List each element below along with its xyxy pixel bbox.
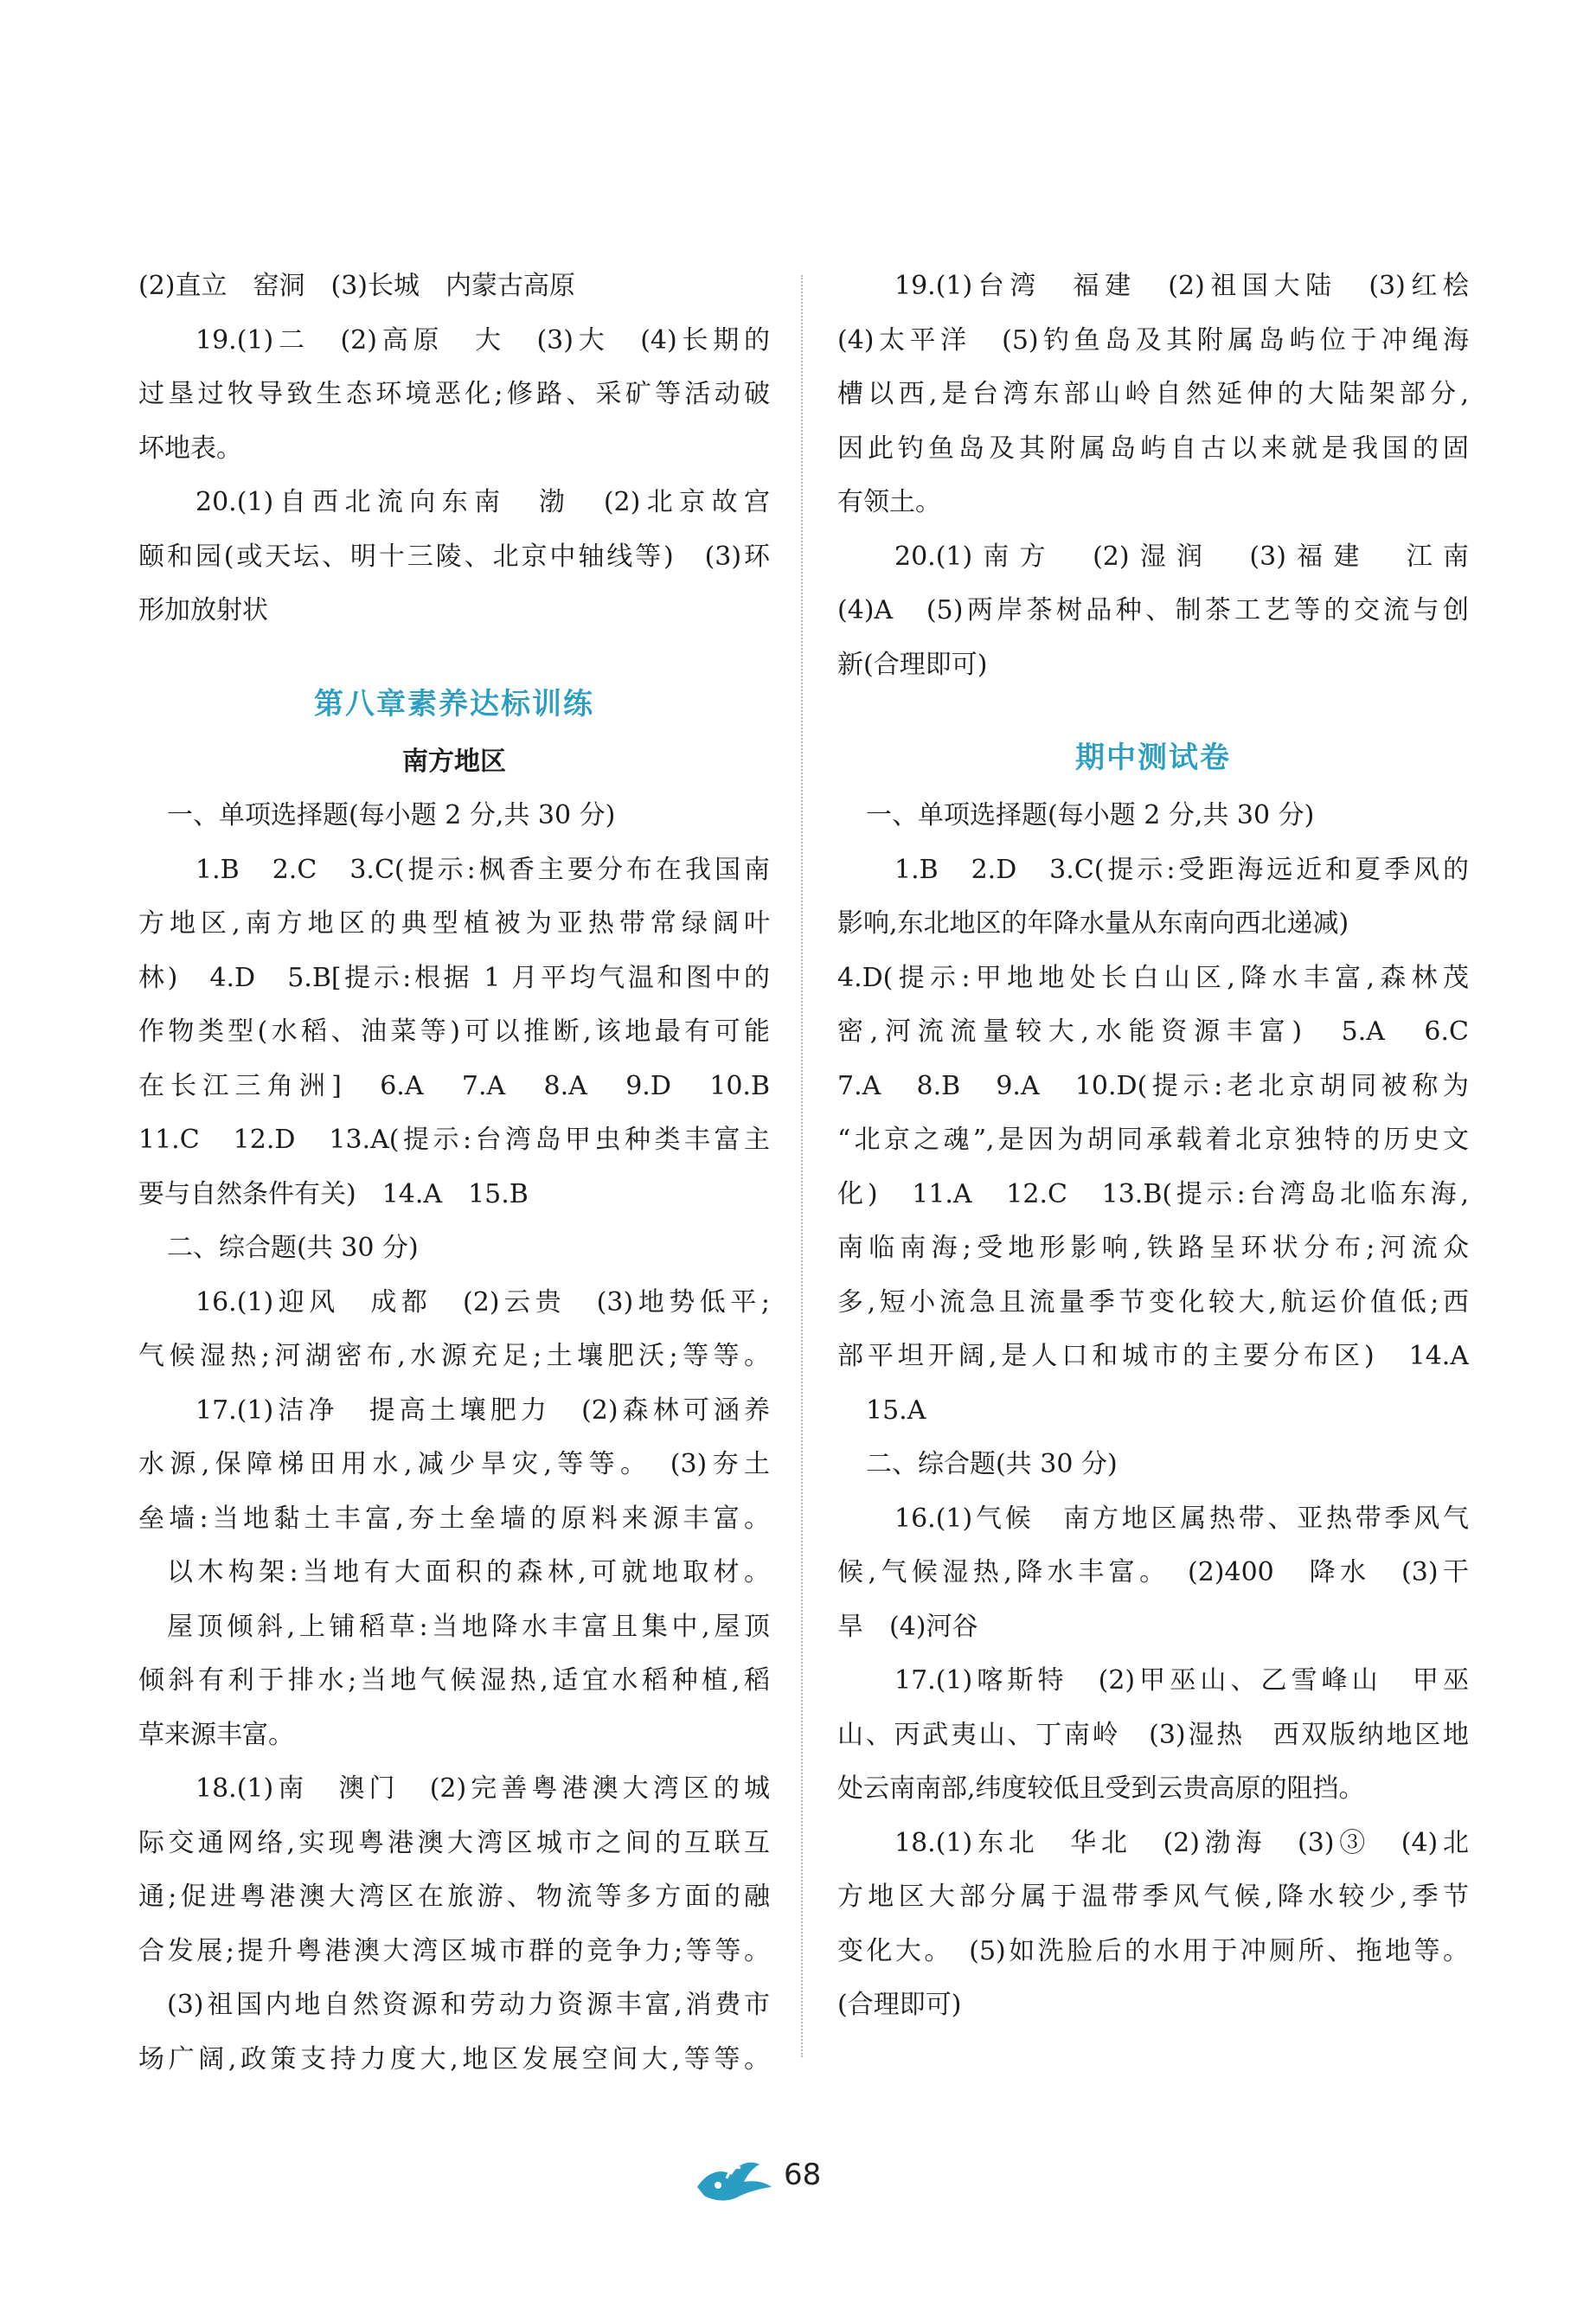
answer-line: 在长江三角洲] 6.A 7.A 8.A 9.D 10.B	[138, 1070, 770, 1101]
answer-line: 17.(1)洁净 提高土壤肥力 (2)森林可涵养	[195, 1395, 770, 1426]
answer-line: 有领土。	[837, 487, 941, 517]
bird-logo-icon	[692, 2152, 774, 2204]
answer-line: 南临南海;受地形影响,铁路呈环状分布;河流众	[837, 1233, 1469, 1263]
section-title-chapter8: 第八章素养达标训练	[314, 686, 594, 721]
answer-line: 以木构架:当地有大面积的森林,可就地取材。	[167, 1557, 770, 1587]
answer-line: 影响,东北地区的年降水量从东南向西北递减)	[837, 908, 1349, 939]
answer-line: 19.(1)二 (2)高原 大 (3)大 (4)长期的	[195, 324, 770, 356]
answer-line: 作物类型(水稻、油菜等)可以推断,该地最有可能	[138, 1016, 770, 1047]
answer-line: 合发展;提升粤港澳大湾区城市群的竞争力;等等。	[138, 1935, 770, 1966]
answer-line: 16.(1)气候 南方地区属热带、亚热带季风气	[894, 1503, 1469, 1534]
answer-line: 多,短小流急且流量季节变化较大,航运价值低;西	[837, 1286, 1469, 1318]
answer-line: 二、综合题(共 30 分)	[167, 1233, 419, 1263]
answer-line: 通;促进粤港澳大湾区在旅游、物流等多方面的融	[138, 1882, 770, 1912]
answer-line: 方地区大部分属于温带季风气候,降水较少,季节	[837, 1882, 1469, 1912]
answer-line: 场广阔,政策支持力度大,地区发展空间大,等等。	[138, 2043, 770, 2074]
section-title-midterm: 期中测试卷	[1075, 741, 1231, 775]
answer-line: (3)祖国内地自然资源和劳动力资源丰富,消费市	[167, 1990, 770, 2020]
answer-line: 林) 4.D 5.B[提示:根据 1 月平均气温和图中的	[138, 962, 770, 993]
left-column	[138, 260, 770, 2087]
answer-line: 一、单项选择题(每小题 2 分,共 30 分)	[167, 800, 616, 830]
spacer	[138, 638, 770, 673]
answer-line: 15.A	[866, 1395, 926, 1426]
answer-line: 过垦过牧导致生态环境恶化;修路、采矿等活动破	[138, 379, 770, 409]
answer-line: 化) 11.A 12.C 13.B(提示:台湾岛北临东海,	[837, 1178, 1469, 1209]
answer-line: 1.B 2.C 3.C(提示:枫香主要分布在我国南	[195, 854, 770, 885]
page-number: 68	[784, 2158, 822, 2192]
answer-line: 槽以西,是台湾东部山岭自然延伸的大陆架部分,	[837, 379, 1469, 409]
page-footer	[0, 2144, 1596, 2222]
answer-line: 山、丙武夷山、丁南岭 (3)湿热 西双版纳地区地	[837, 1719, 1469, 1750]
answer-line: 水源,保障梯田用水,减少旱灾,等等。 (3)夯土	[138, 1449, 770, 1479]
answer-line: 20.(1)自西北流向东南 渤 (2)北京故宫	[195, 487, 770, 517]
answer-line: 18.(1)南 澳门 (2)完善粤港澳大湾区的城	[195, 1773, 770, 1804]
answer-line: 20.(1)南方 (2)湿润 (3)福建 江南	[894, 541, 1469, 572]
answer-line: 气候湿热;河湖密布,水源充足;土壤肥沃;等等。	[138, 1341, 770, 1371]
answer-line: 倾斜有利于排水;当地气候湿热,适宜水稻种植,稻	[138, 1665, 770, 1696]
answer-line: 部平坦开阔,是人口和城市的主要分布区) 14.A	[837, 1341, 1469, 1371]
answer-line: “北京之魂”,是因为胡同承载着北京独特的历史文	[837, 1125, 1469, 1155]
spacer	[837, 692, 1469, 727]
answer-line: 旱 (4)河谷	[837, 1611, 978, 1642]
answer-line: 草来源丰富。	[138, 1719, 294, 1750]
column-divider	[801, 275, 803, 2057]
answer-line: 17.(1)喀斯特 (2)甲巫山、乙雪峰山 甲巫	[894, 1665, 1469, 1696]
answer-line: 7.A 8.B 9.A 10.D(提示:老北京胡同被称为	[837, 1070, 1469, 1101]
answer-line: (合理即可)	[837, 1990, 962, 2020]
answer-line: 要与自然条件有关) 14.A 15.B	[138, 1178, 529, 1209]
answer-line: 16.(1)迎风 成都 (2)云贵 (3)地势低平;	[195, 1286, 770, 1318]
right-column	[837, 260, 1469, 2033]
answer-line: 际交通网络,实现粤港澳大湾区城市之间的互联互	[138, 1827, 770, 1858]
answer-line: 候,气候湿热,降水丰富。 (2)400 降水 (3)干	[837, 1557, 1469, 1587]
answer-line: 11.C 12.D 13.A(提示:台湾岛甲虫种类丰富主	[138, 1125, 770, 1155]
answer-line: 新(合理即可)	[837, 649, 988, 680]
answer-line: 变化大。 (5)如洗脸后的水用于冲厕所、拖地等。	[837, 1935, 1469, 1966]
answer-line: 形加放射状	[138, 595, 268, 625]
answer-line: 1.B 2.D 3.C(提示:受距海远近和夏季风的	[894, 854, 1469, 885]
answer-line: (4)太平洋 (5)钓鱼岛及其附属岛屿位于冲绳海	[837, 324, 1469, 356]
answer-line: (2)直立 窑洞 (3)长城 内蒙古高原	[138, 271, 575, 301]
answer-line: 处云南南部,纬度较低且受到云贵高原的阻挡。	[837, 1773, 1365, 1804]
answer-line: 垒墙:当地黏土丰富,夯土垒墙的原料来源丰富。	[138, 1503, 770, 1534]
answer-line: (4)A (5)两岸茶树品种、制茶工艺等的交流与创	[837, 595, 1469, 625]
answer-line: 一、单项选择题(每小题 2 分,共 30 分)	[866, 800, 1315, 830]
answer-line: 因此钓鱼岛及其附属岛屿自古以来就是我国的固	[837, 433, 1469, 464]
answer-line: 方地区,南方地区的典型植被为亚热带常绿阔叶	[138, 908, 770, 939]
answer-line: 屋顶倾斜,上铺稻草:当地降水丰富且集中,屋顶	[167, 1611, 770, 1642]
answer-line: 二、综合题(共 30 分)	[866, 1449, 1118, 1479]
answer-line: 4.D(提示:甲地地处长白山区,降水丰富,森林茂	[837, 962, 1469, 993]
answer-line: 19.(1)台湾 福建 (2)祖国大陆 (3)红桧	[894, 271, 1469, 301]
section-subtitle: 南方地区	[402, 746, 506, 777]
answer-line: 坏地表。	[138, 433, 242, 464]
answer-line: 颐和园(或天坛、明十三陵、北京中轴线等) (3)环	[138, 541, 770, 572]
answer-line: 密,河流流量较大,水能资源丰富) 5.A 6.C	[837, 1016, 1469, 1047]
answer-line: 18.(1)东北 华北 (2)渤海 (3)③ (4)北	[894, 1827, 1469, 1858]
